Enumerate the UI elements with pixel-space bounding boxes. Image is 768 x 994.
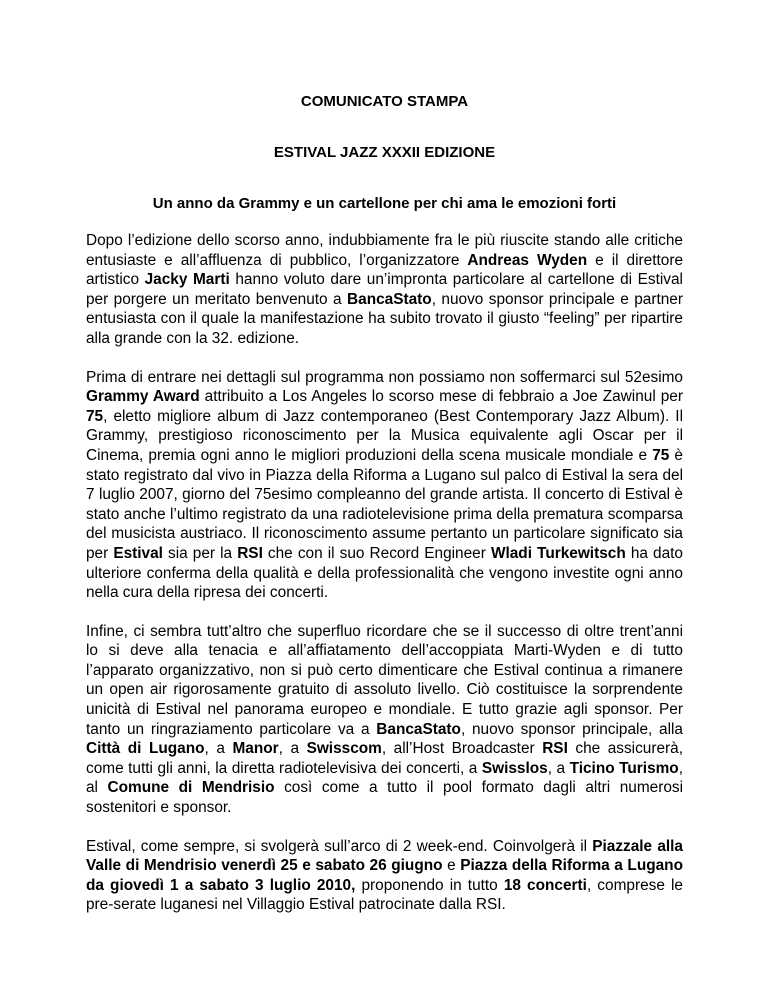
bold-run: Città di Lugano [86,740,205,758]
text-run: , all’Host Broadcaster [381,740,543,758]
bold-run: 75 [652,446,670,464]
text-run: , al [86,759,683,797]
text-run: così come a tutto il pool formato dagli altri numerosi sostenitori e sponsor. [86,779,683,817]
text-run: , a [204,740,233,758]
bold-run: Jacky Marti [144,271,230,289]
text-run: , eletto migliore album di Jazz contemporaneo (Best Contemporary Jazz Album). Il Grammy, prestigioso riconoscimento per la Musica equivalente agli Oscar per il Cinema, premia ogni anno le migliori produzioni della scena musicale mondiale e [86,407,683,464]
paragraph-intro [86,231,683,349]
paragraph-grammy [86,368,683,603]
bold-run: BancaStato [376,720,461,738]
bold-run: Piazzale alla Valle di Mendrisio venerdì 25 e sabato 26 giugno [86,837,683,875]
bold-run: BancaStato [347,290,432,308]
text-run: proponendo in tutto [355,876,504,894]
bold-run: Wladi Turkewitsch [490,544,626,562]
bold-run: Estival [113,544,163,562]
text-run: ha dato ulteriore conferma della qualità e della professionalità che vengono investite ogni anno nella cura della ripresa dei concerti. [86,544,683,602]
text-run: , nuovo sponsor principale, alla [460,720,683,738]
text-run: Estival, come sempre, si svolgerà sull’arco di 2 week-end. Coinvolgerà il [86,837,593,855]
text-run: Prima di entrare nei dettagli sul programma non possiamo non soffermarci sul 52esimo [86,368,683,386]
text-run: che con il suo Record Engineer [262,544,491,562]
text-run: hanno voluto dare un’impronta particolare al cartellone di Estival per porgere un meritato benvenuto a [86,271,683,308]
paragraph-schedule [86,837,683,915]
text-run: e il direttore artistico [86,251,684,289]
bold-run: 75 [86,407,104,425]
subtitle-heading: Un anno da Grammy e un cartellone per chi ama le emozioni forti [152,195,617,212]
text-run: , nuovo sponsor principale e partner entusiasta con il quale la manifestazione ha subito trovato il giusto “feeling” per ripartire alla grande con la 32. edizione. [86,290,683,347]
text-run: , a [278,740,307,758]
text-run: è stato registrato dal vivo in Piazza della Riforma a Lugano sul palco di Estival la sera del 7 luglio 2007, giorno del 75esimo compleanno del grande artista. Il concerto di Estival è stato anche l’ultimo registrato da una radiotelevisione prima della prematura scomparsa del musicista austriaco. Il riconoscimento assume pertanto un particolare significato sia per [86,446,683,562]
text-run: che assicurerà, come tutti gli anni, la diretta radiotelevisiva dei concerti, a [86,740,684,777]
text-run: , comprese le pre-serate luganesi nel Villaggio Estival patrocinate dalla RSI. [86,876,683,914]
bold-run: Piazza della Riforma a Lugano da giovedì 1 a sabato 3 luglio 2010, [86,857,683,894]
bold-run: 18 concerti [503,876,587,894]
text-run: sia per la [162,544,238,562]
bold-run: Grammy Award [86,388,200,406]
text-run: e [442,857,461,875]
bold-run: Swisslos [481,759,548,777]
bold-run: Ticino Turismo [569,759,679,777]
bold-run: RSI [542,740,568,758]
paragraph-sponsors [86,622,683,818]
bold-run: Swisscom [306,740,382,758]
text-run: , a [547,759,570,777]
text-run: attribuito a Los Angeles lo scorso mese di febbraio a Joe Zawinul per [199,388,683,406]
bold-run: RSI [237,544,263,562]
text-run: Dopo l’edizione dello scorso anno, indubbiamente fra le più riuscite stando alle critiche entusiaste e all’affluenza di pubblico, l’organizzatore [86,232,683,269]
edition-heading: ESTIVAL JAZZ XXXII EDIZIONE [273,144,496,161]
text-run: Infine, ci sembra tutt’altro che superfluo ricordare che se il successo di oltre trent’anni lo si deve alla tenacia e all’affiatamento dell’accoppiata Marti-Wyden e di tutto l’apparato organizzativo, non si può certo dimenticare che Estival continua a rimanere un open air rigorosamente gratuito di assoluto livello. Ciò costituisce la sorprendente unicità di Estival nel panorama europeo e mondiale. E tutto grazie agli sponsor. Per tanto un ringraziamento particolare va a [86,622,683,738]
press-release-heading: COMUNICATO STAMPA [300,93,469,110]
bold-run: Comune di Mendrisio [107,779,275,797]
bold-run: Manor [232,740,279,758]
bold-run: Andreas Wyden [467,251,588,269]
